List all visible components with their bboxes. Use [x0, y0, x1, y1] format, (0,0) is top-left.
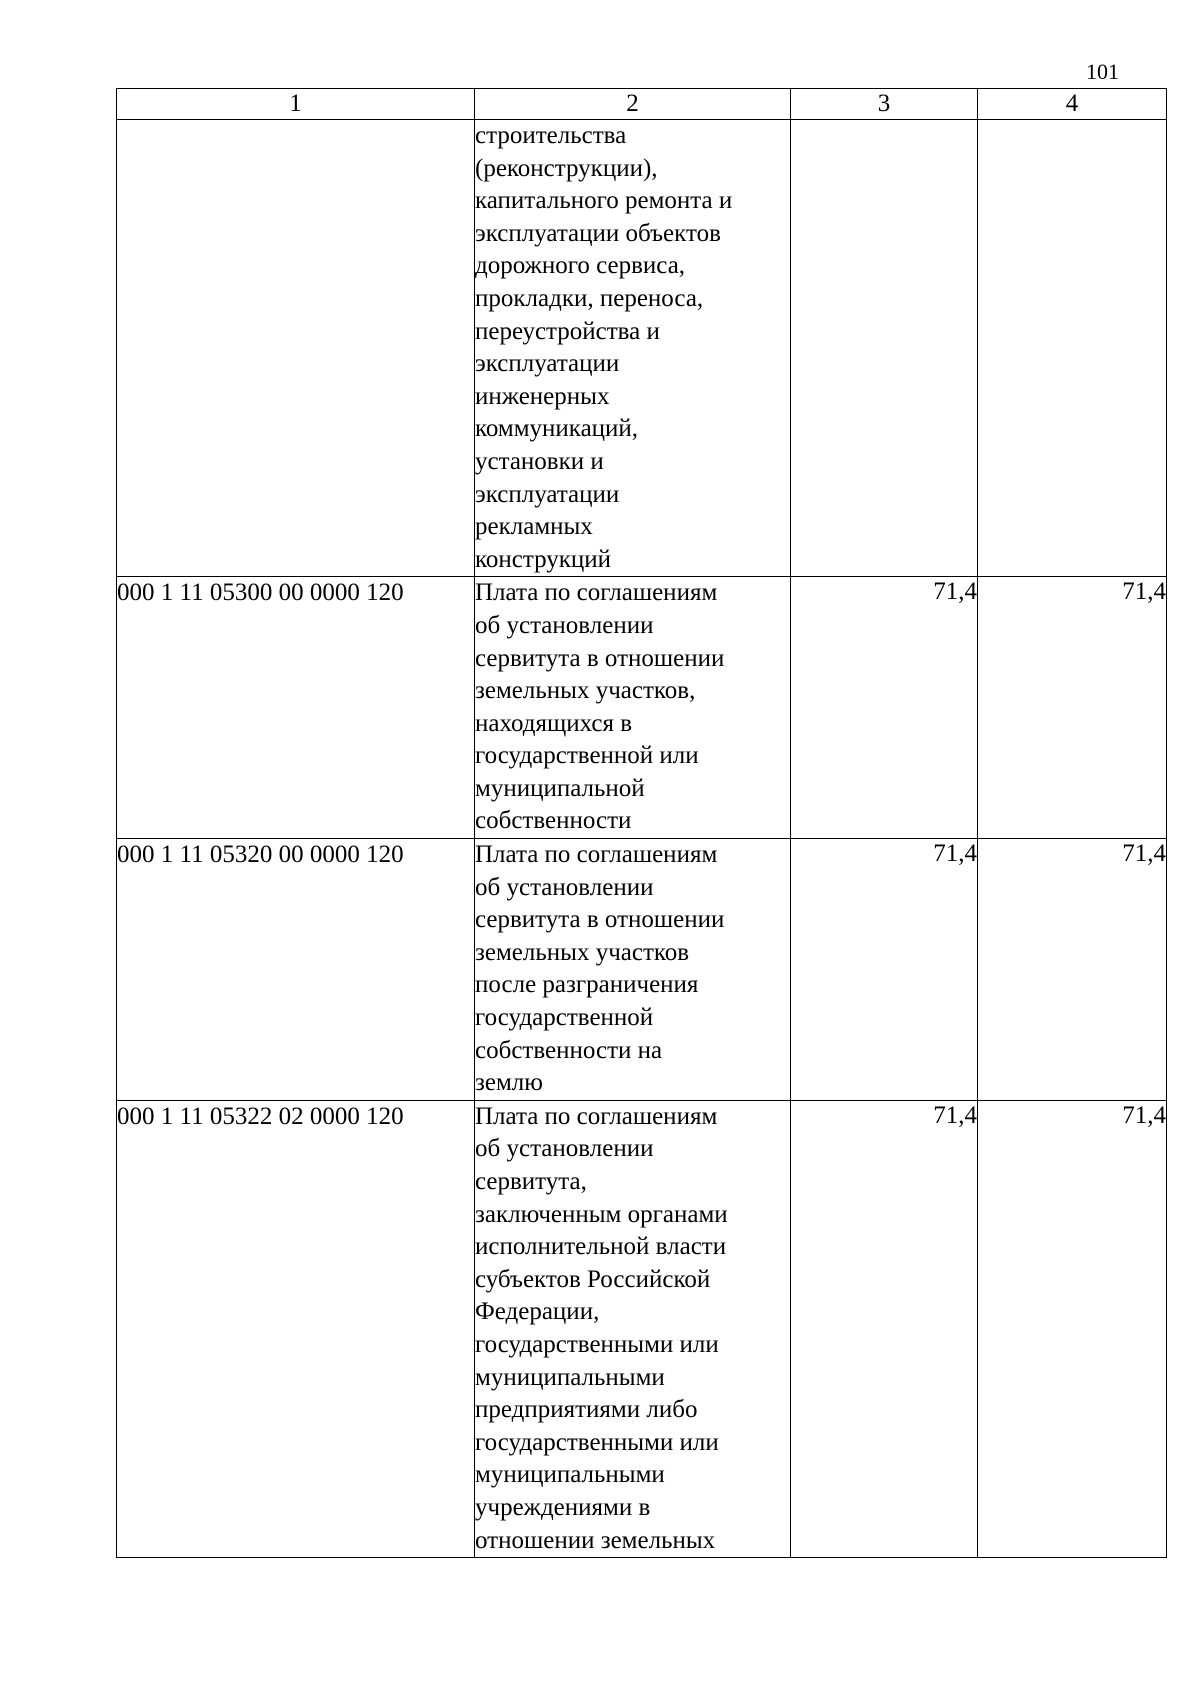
description-line: собственности на	[475, 1036, 663, 1064]
amount-column-4	[978, 120, 1167, 577]
classification-code: 000 1 11 05320 00 0000 120	[117, 839, 475, 1101]
description-line: Плата по соглашениям	[475, 1102, 718, 1130]
description-line: отношении земельных	[475, 1526, 716, 1554]
description-line: собственности	[475, 807, 632, 835]
description-line: государственной	[475, 1004, 654, 1032]
amount-column-3: 71,4	[791, 839, 978, 1101]
description-line: дорожного сервиса,	[475, 252, 686, 280]
description-line: Плата по соглашениям	[475, 841, 718, 869]
description-line: сервитута в отношении	[475, 644, 725, 672]
description-line: об установлении	[475, 611, 654, 639]
budget-table	[116, 88, 1167, 1558]
description-line: сервитута,	[475, 1168, 587, 1195]
column-header-4: 4	[978, 89, 1167, 120]
revenue-description	[475, 839, 791, 1101]
description-line: учреждениями в	[475, 1493, 651, 1521]
description-line: земельных участков	[475, 938, 690, 966]
table-row	[117, 1100, 1167, 1557]
table-row	[117, 839, 1167, 1101]
revenue-description	[475, 1100, 791, 1557]
amount-column-4: 71,4	[978, 839, 1167, 1101]
description-line: капитального ремонта и	[475, 187, 733, 215]
description-line: муниципальными	[475, 1461, 665, 1489]
revenue-description	[475, 577, 791, 839]
description-line: инженерных	[475, 382, 610, 410]
amount-column-4: 71,4	[978, 1100, 1167, 1557]
description-line: находящихся в	[475, 709, 633, 737]
description-line: государственной или	[475, 742, 699, 770]
amount-column-3: 71,4	[791, 577, 978, 839]
classification-code	[117, 120, 475, 577]
description-line: муниципальной	[475, 774, 645, 802]
description-line: Федерации,	[475, 1298, 600, 1326]
description-line: коммуникаций,	[475, 415, 639, 443]
description-line: Плата по соглашениям	[475, 579, 718, 607]
table-row	[117, 120, 1167, 577]
column-header-1: 1	[117, 89, 475, 120]
page-number: 101	[1086, 59, 1119, 84]
column-header-3: 3	[791, 89, 978, 120]
description-line: об установлении	[475, 873, 654, 901]
description-line: предприятиями либо	[475, 1396, 698, 1424]
description-line: государственными или	[475, 1330, 719, 1358]
description-line: исполнительной власти	[475, 1233, 727, 1261]
description-line: эксплуатации	[475, 350, 620, 378]
description-line: земельных участков,	[475, 677, 696, 705]
description-line: прокладки, переноса,	[475, 284, 704, 312]
amount-column-4: 71,4	[978, 577, 1167, 839]
description-line: переустройства и	[475, 317, 660, 345]
table-header-row	[117, 89, 1167, 120]
table-body	[117, 120, 1167, 1558]
description-line: об установлении	[475, 1135, 654, 1163]
amount-column-3	[791, 120, 978, 577]
description-line: субъектов Российской	[475, 1265, 711, 1293]
description-line: государственными или	[475, 1428, 719, 1456]
description-line: конструкций	[475, 545, 612, 573]
description-line: заключенным органами	[475, 1200, 728, 1228]
classification-code: 000 1 11 05300 00 0000 120	[117, 577, 475, 839]
amount-column-3: 71,4	[791, 1100, 978, 1557]
description-line: сервитута в отношении	[475, 906, 725, 934]
description-line: рекламных	[475, 513, 593, 541]
description-line: эксплуатации объектов	[475, 219, 721, 247]
classification-code: 000 1 11 05322 02 0000 120	[117, 1100, 475, 1557]
description-line: строительства	[475, 122, 627, 149]
column-header-2: 2	[475, 89, 791, 120]
description-line: после разграничения	[475, 971, 699, 999]
description-line: землю	[475, 1069, 543, 1097]
description-line: муниципальными	[475, 1363, 665, 1391]
table-row	[117, 577, 1167, 839]
revenue-description	[475, 120, 791, 577]
description-line: установки и	[475, 447, 604, 475]
description-line: эксплуатации	[475, 480, 620, 508]
description-line: (реконструкции),	[475, 154, 658, 182]
